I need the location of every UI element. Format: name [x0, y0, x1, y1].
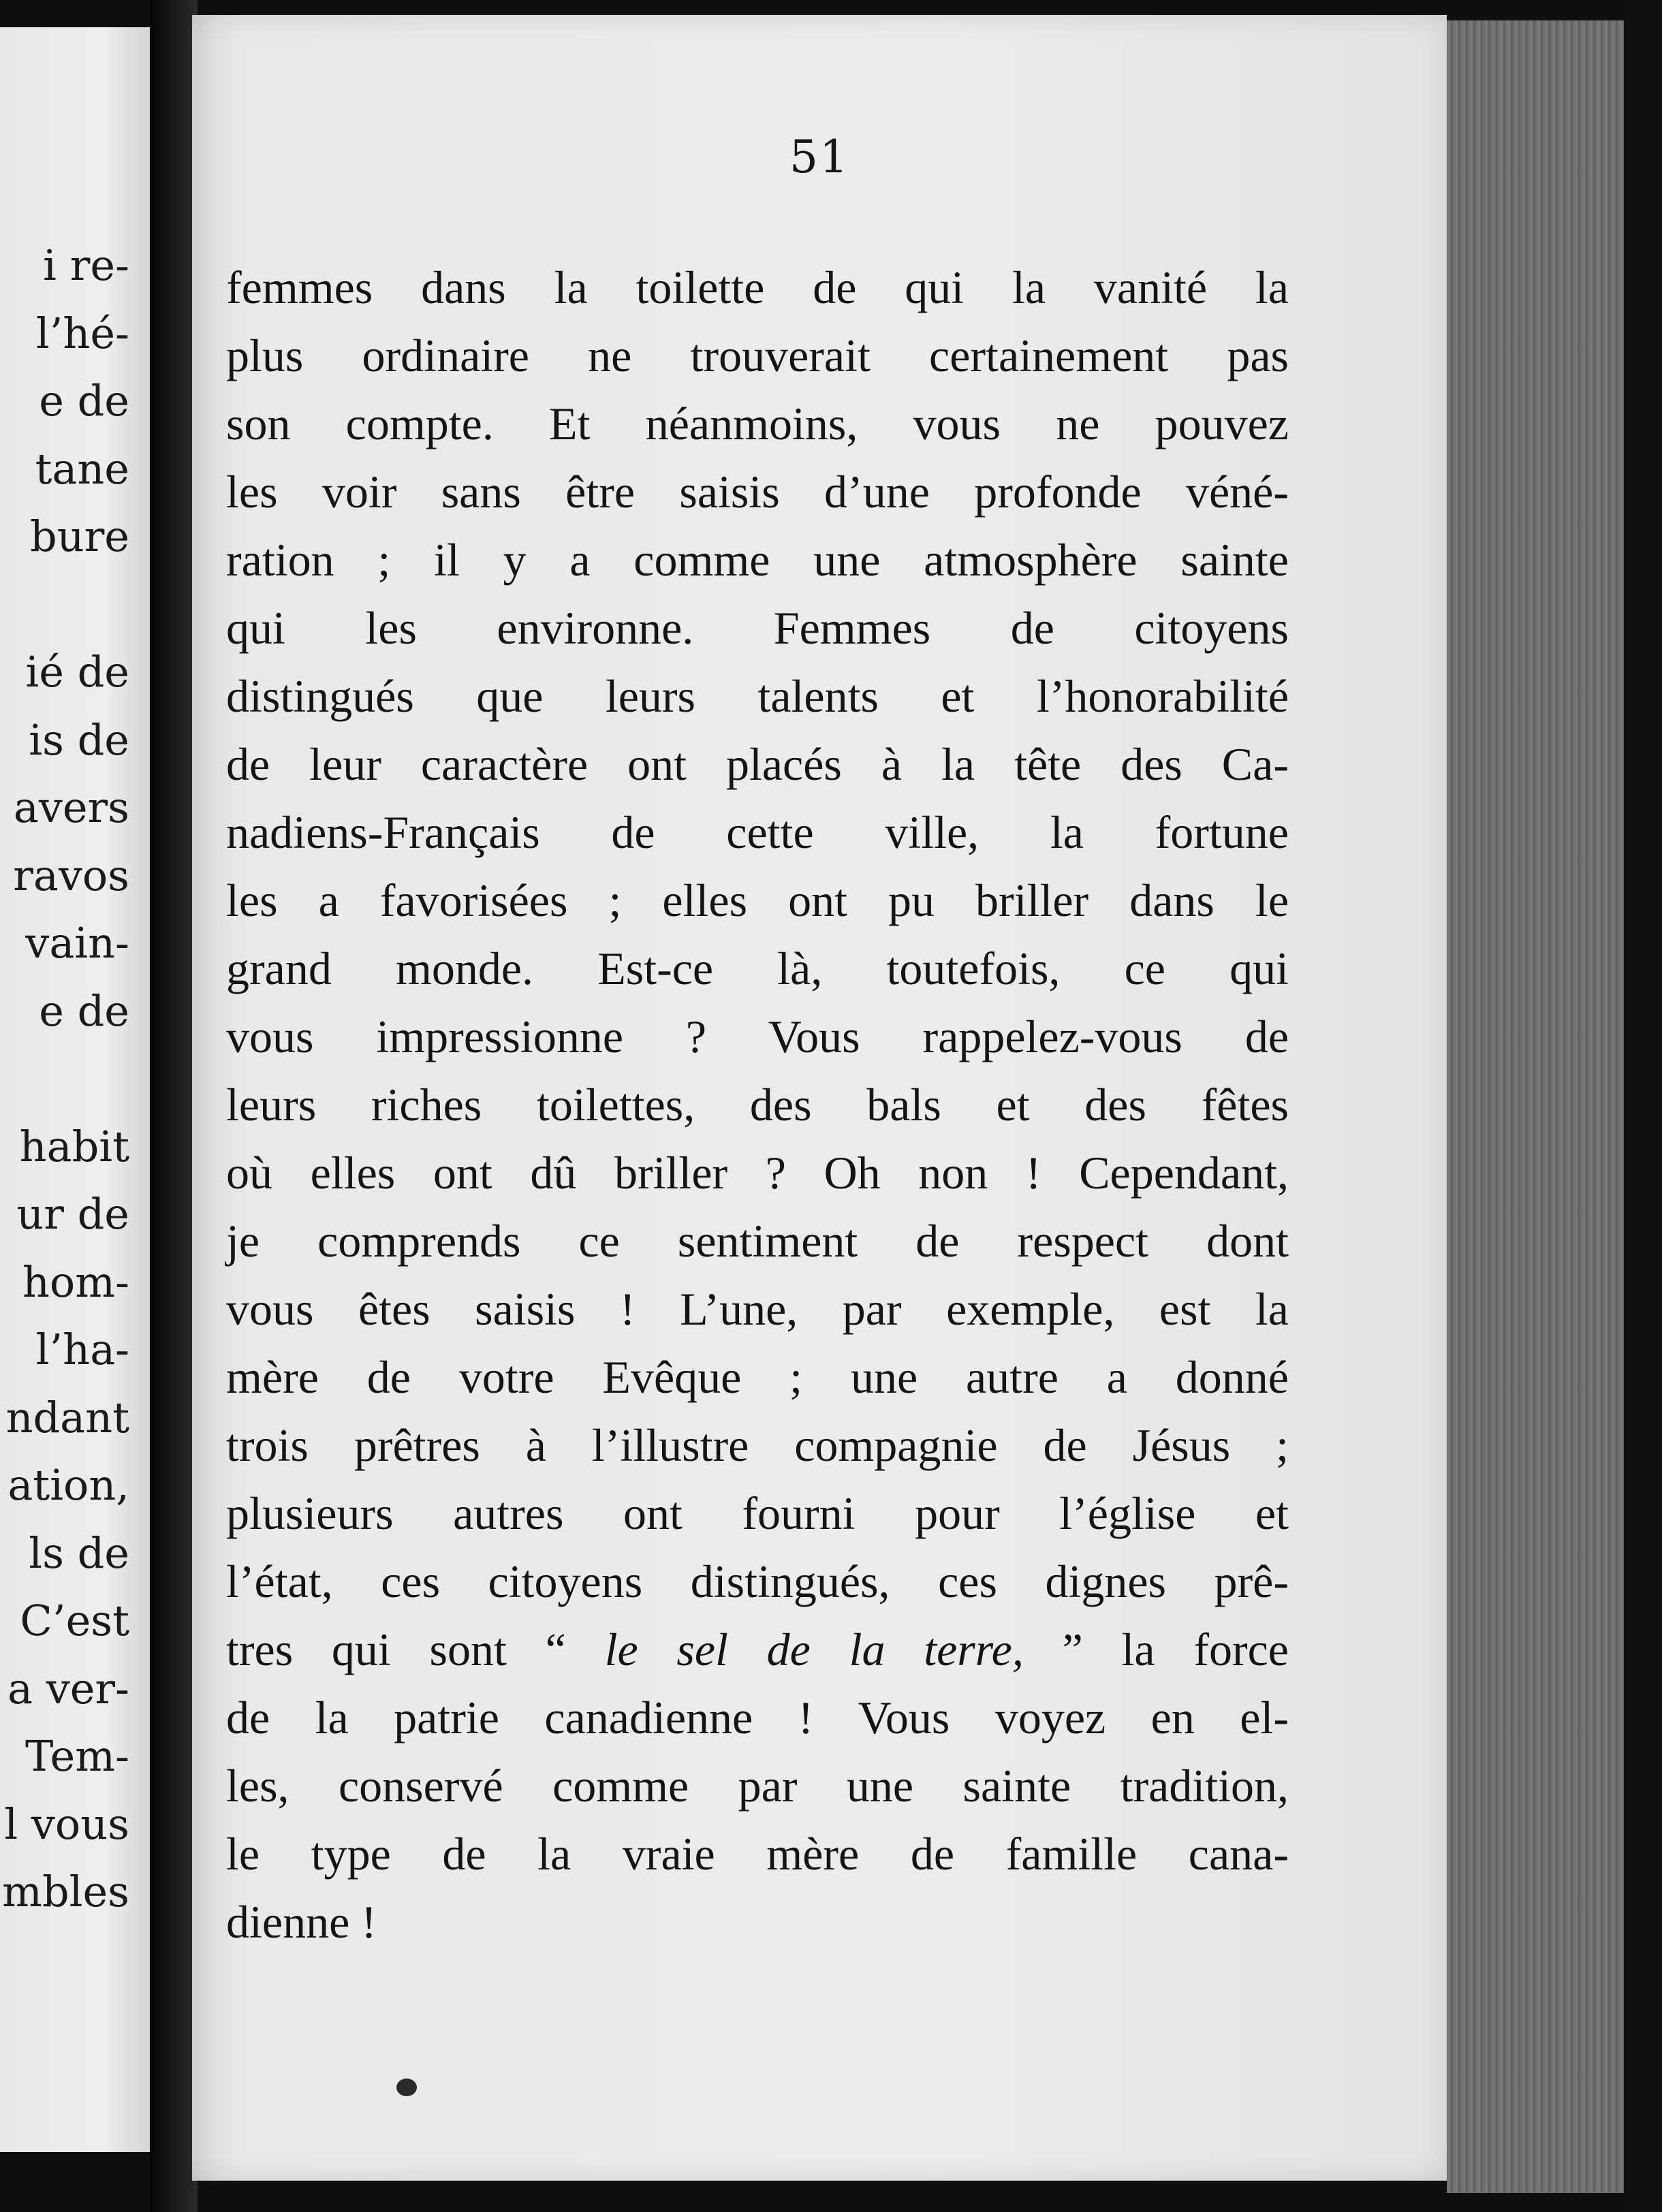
left-page-line: ls de	[29, 1528, 129, 1578]
left-page-line: i re-	[43, 240, 129, 290]
text-line: les voir sans être saisis d’une profonde véné-	[226, 466, 1289, 518]
left-page-line	[2, 571, 129, 639]
text-line: ration ; il y a comme une atmosphère sainte	[226, 534, 1289, 586]
left-page-line: is de	[29, 714, 129, 765]
left-page-line: mbles	[2, 1867, 129, 1916]
text-line: les a favorisées ; elles ont pu briller dans le	[226, 874, 1289, 926]
left-page-line: Tem-	[25, 1731, 129, 1781]
book-gutter	[150, 0, 198, 2212]
text-segment: tres qui sont “	[226, 1624, 605, 1675]
text-line: plus ordinaire ne trouverait certainement pas	[226, 330, 1289, 381]
text-segment: ” la force	[1023, 1624, 1289, 1675]
text-line: qui les environne. Femmes de citoyens	[226, 602, 1289, 654]
left-page-line: ravos	[13, 850, 129, 900]
left-page-line: l vous	[4, 1799, 129, 1849]
text-line: de la patrie canadienne ! Vous voyez en el-	[226, 1692, 1289, 1743]
left-page-line: e de	[39, 376, 129, 426]
left-page-line: bure	[30, 511, 129, 561]
text-line: où elles ont dû briller ? Oh non ! Cependant,	[226, 1147, 1289, 1199]
left-page-line: habit	[19, 1121, 129, 1171]
text-line: plusieurs autres ont fourni pour l’église et	[226, 1487, 1289, 1539]
text-line: les, conservé comme par une sainte tradition,	[226, 1760, 1289, 1812]
text-line: grand monde. Est-ce là, toutefois, ce qui	[226, 943, 1289, 994]
left-page-line: vain-	[25, 918, 129, 968]
text-line: de leur caractère ont placés à la tête des Ca-	[226, 738, 1289, 790]
left-page-line: C’est	[20, 1596, 129, 1645]
italic-quote: le sel de la terre,	[604, 1624, 1024, 1675]
left-page-text-fragments	[2, 232, 129, 1926]
scan-border	[1624, 0, 1662, 2212]
text-line: l’état, ces citoyens distingués, ces dignes prê-	[226, 1555, 1289, 1607]
left-page-line: hom-	[22, 1257, 129, 1307]
left-page-line: tane	[35, 443, 129, 494]
text-line: vous êtes saisis ! L’une, par exemple, est la	[226, 1283, 1289, 1335]
text-line: vous impressionne ? Vous rappelez-vous de	[226, 1011, 1289, 1062]
text-line: le type de la vraie mère de famille cana-	[226, 1828, 1289, 1880]
left-facing-page	[0, 27, 150, 2152]
text-line: son compte. Et néanmoins, vous ne pouvez	[226, 398, 1289, 449]
text-line: nadiens-Français de cette ville, la fortune	[226, 806, 1289, 858]
left-page-line: ur de	[16, 1189, 129, 1239]
left-page-line: ndant	[5, 1392, 129, 1442]
left-page-line: avers	[13, 783, 129, 832]
left-page-line: a ver-	[7, 1663, 129, 1713]
page-body-text	[226, 253, 1289, 1956]
page-edges	[1447, 20, 1624, 2193]
text-line: mère de votre Evêque ; une autre a donné	[226, 1351, 1289, 1403]
page-number: 51	[789, 131, 849, 183]
text-line: je comprends ce sentiment de respect dont	[226, 1215, 1289, 1267]
left-page-line: ation,	[7, 1460, 129, 1510]
text-line: leurs riches toilettes, des bals et des fêtes	[226, 1079, 1289, 1131]
text-line	[226, 1615, 1289, 1684]
text-line: femmes dans la toilette de qui la vanité la	[226, 262, 1289, 313]
left-page-line: l’hé-	[35, 308, 129, 358]
left-page-line	[2, 1045, 129, 1113]
text-line: dienne !	[226, 1896, 377, 1948]
left-page-line: e de	[39, 985, 129, 1036]
text-line: trois prêtres à l’illustre compagnie de Jésus ;	[226, 1419, 1289, 1471]
page	[192, 15, 1447, 2181]
left-page-line: ié de	[25, 647, 129, 697]
ink-spot	[396, 2079, 417, 2096]
text-line: distingués que leurs talents et l’honorabilité	[226, 670, 1289, 722]
left-page-line: l’ha-	[35, 1325, 129, 1374]
